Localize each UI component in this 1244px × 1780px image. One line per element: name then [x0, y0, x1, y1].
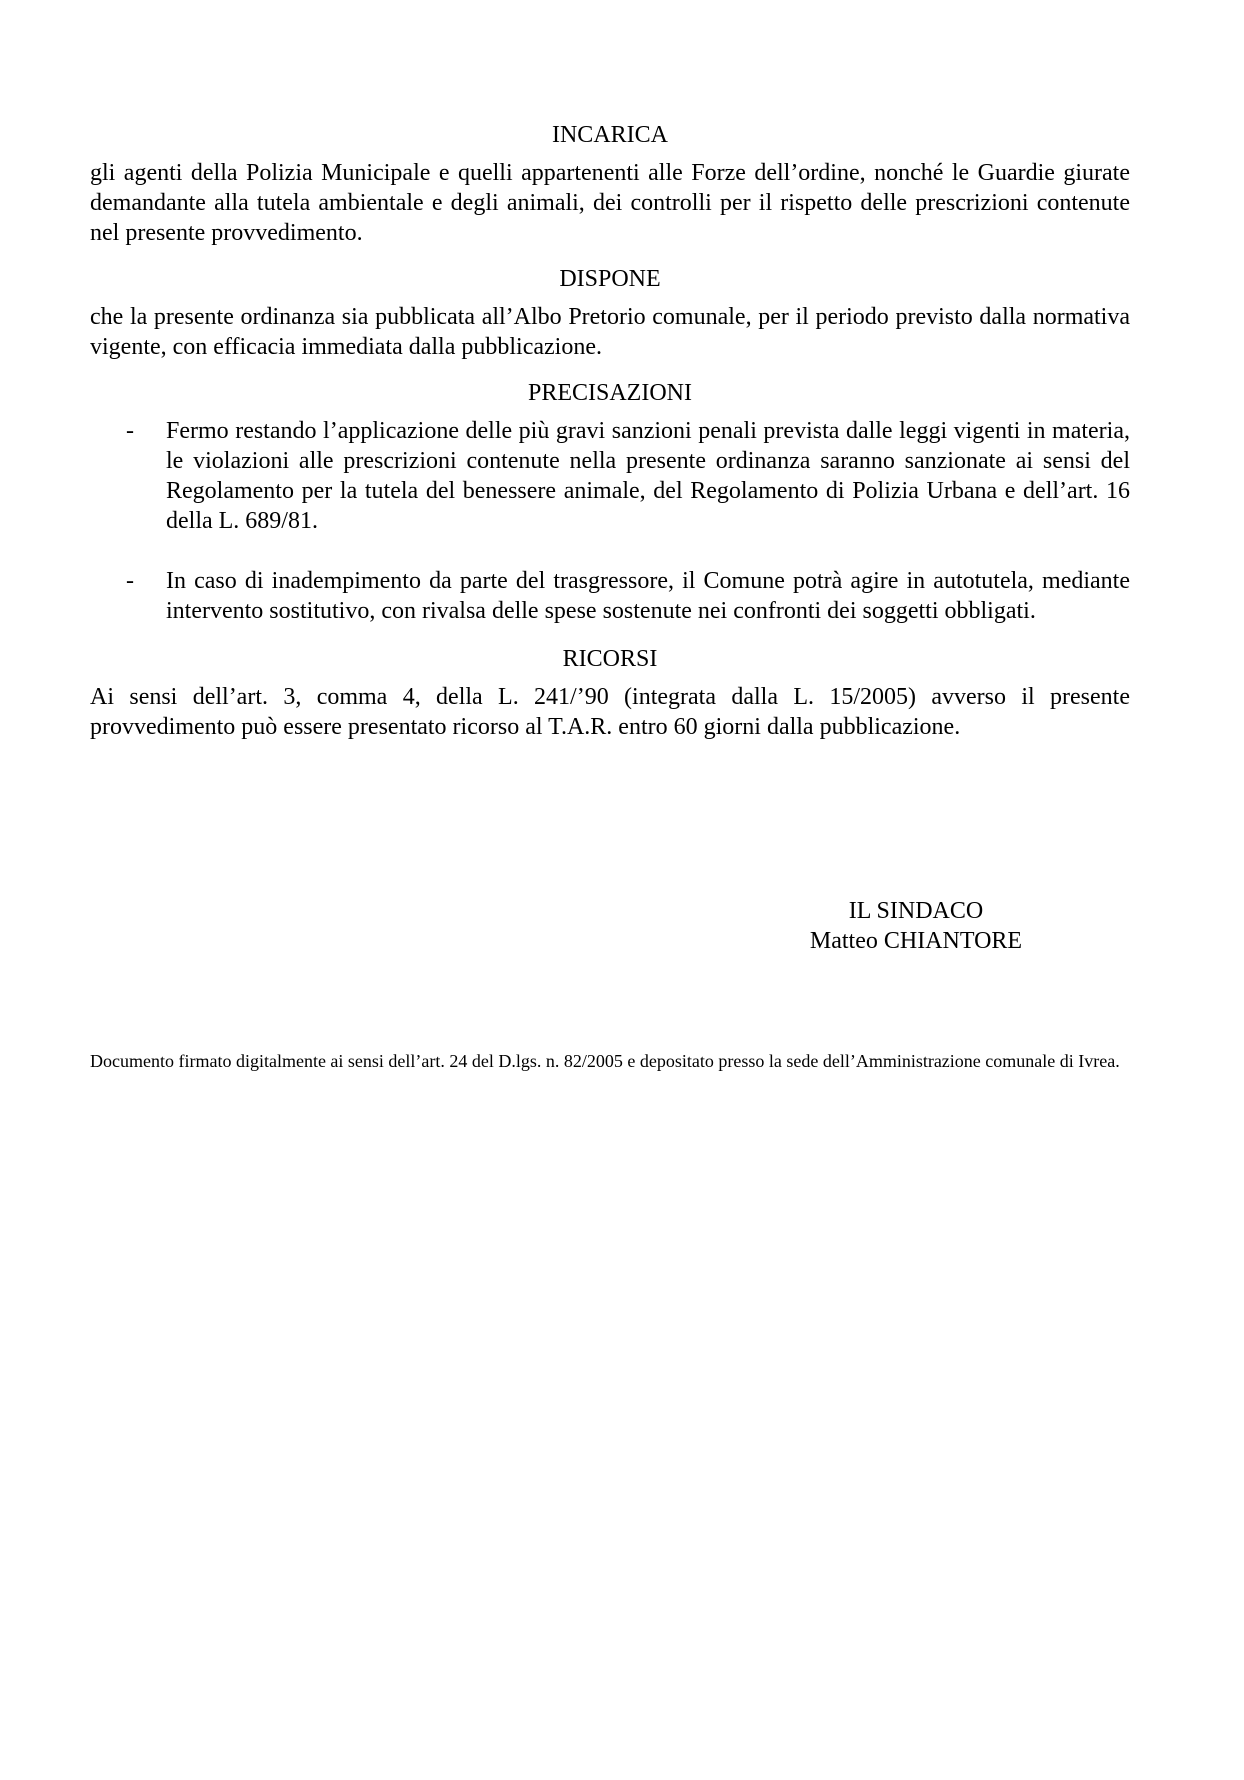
signature-block [798, 896, 1034, 956]
heading-ricorsi: RICORSI [562, 646, 658, 672]
heading-incarica: INCARICA [551, 122, 668, 148]
signature-name: Matteo CHIANTORE [809, 928, 1023, 954]
digital-signature-note: Documento firmato digitalmente ai sensi dell’art. 24 del D.lgs. n. 82/2005 e depositato presso la sede dell’Amministrazione comunale di Ivrea. [90, 1051, 1120, 1071]
bullet-dash: - [126, 568, 134, 594]
list-item [90, 416, 1130, 536]
heading-precisazioni: PRECISAZIONI [527, 380, 692, 406]
list-item-text: In caso di inadempimento da parte del trasgressore, il Comune potrà agire in autotutela, mediante intervento sostitutivo, con rivalsa delle spese sostenute nei confronti dei soggetti obbligati. [166, 568, 1130, 624]
heading-dispone: DISPONE [559, 266, 661, 292]
list-item [90, 566, 1130, 626]
bullet-dash: - [126, 418, 134, 444]
list-item-text: Fermo restando l’applicazione delle più gravi sanzioni penali prevista dalle leggi vigenti in materia, le violazioni alle prescrizioni contenute nella presente ordinanza saranno sanzionate ai sensi del Regolamento per la tutela del benessere animale, del Regolamento di Polizia Urbana e dell’art. 16 della L. 689/81. [166, 418, 1130, 534]
paragraph-ricorsi: Ai sensi dell’art. 3, comma 4, della L. 241/’90 (integrata dalla L. 15/2005) avverso il presente provvedimento può essere presentato ricorso al T.A.R. entro 60 giorni dalla pubblicazione. [90, 684, 1130, 740]
document-page [90, 120, 1130, 1071]
signature-role: IL SINDACO [848, 898, 984, 924]
precisazioni-list [90, 416, 1130, 626]
paragraph-dispone: che la presente ordinanza sia pubblicata all’Albo Pretorio comunale, per il periodo previsto dalla normativa vigente, con efficacia immediata dalla pubblicazione. [90, 304, 1130, 360]
paragraph-incarica: gli agenti della Polizia Municipale e quelli appartenenti alle Forze dell’ordine, nonché le Guardie giurate demandante alla tutela ambientale e degli animali, dei controlli per il rispetto delle prescrizioni contenute nel presente provvedimento. [90, 160, 1130, 246]
